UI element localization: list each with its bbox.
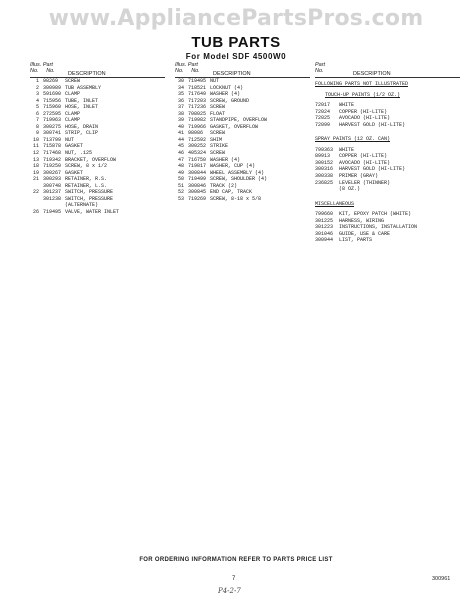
part-number: 715960 bbox=[43, 104, 62, 111]
illus-number: 3 bbox=[35, 91, 39, 98]
part-row bbox=[315, 186, 460, 193]
part-number: 300316 bbox=[315, 166, 334, 173]
part-number: 236825 bbox=[315, 179, 334, 186]
illus-number: 13 bbox=[32, 156, 39, 163]
part-number: 719495 bbox=[43, 208, 62, 215]
illus-number: 38 bbox=[177, 110, 184, 117]
part-description: STRIKE bbox=[210, 143, 229, 150]
part-number: 713799 bbox=[43, 136, 62, 143]
illus-number: 51 bbox=[177, 182, 184, 189]
illus-number: 1 bbox=[35, 78, 39, 84]
part-number: 719817 bbox=[188, 163, 207, 170]
misc-list bbox=[315, 211, 460, 244]
part-description: TRACK (2) bbox=[210, 182, 238, 189]
section-title-touchup: TOUCH-UP PAINTS (1/2 OZ.) bbox=[325, 91, 401, 98]
part-description: COPPER (HI-LITE) bbox=[339, 108, 388, 115]
ordering-footer: FOR ORDERING INFORMATION REFER TO PARTS PRICE LIST bbox=[139, 557, 333, 563]
part-description: SCREW bbox=[210, 150, 226, 157]
part-description: SCREW bbox=[210, 104, 226, 111]
part-description: TUBE, INLET bbox=[65, 97, 99, 104]
model-subtitle: For Model SDF 4500W0 bbox=[185, 52, 287, 61]
part-number: 300989 bbox=[43, 84, 62, 91]
column-header bbox=[315, 62, 460, 78]
section-title-misc: MISCELLANEOUS bbox=[315, 200, 355, 207]
part-number: 300267 bbox=[43, 169, 62, 176]
part-description: INSTRUCTIONS, INSTALLATION bbox=[339, 224, 418, 231]
illus-number: 47 bbox=[177, 156, 184, 163]
section-title-not-illustrated: FOLLOWING PARTS NOT ILLUSTRATED bbox=[315, 81, 409, 87]
part-number: 719982 bbox=[188, 117, 207, 124]
part-number: 301238 bbox=[43, 195, 62, 202]
illus-number: 12 bbox=[32, 150, 39, 157]
header-illus-part: Illus. Part bbox=[175, 62, 198, 68]
parts-list bbox=[30, 78, 165, 215]
illus-number: 26 bbox=[32, 208, 39, 215]
illus-number: 5 bbox=[35, 104, 39, 111]
part-number: 72025 bbox=[315, 115, 331, 122]
part-description: TUB ASSEMBLY bbox=[65, 84, 102, 91]
spray-list bbox=[315, 147, 460, 193]
part-description: SCREW bbox=[210, 130, 226, 137]
header-rule bbox=[315, 77, 460, 78]
part-number: 301237 bbox=[43, 189, 62, 196]
illus-number: 11 bbox=[32, 143, 39, 150]
part-number: 799660 bbox=[315, 211, 334, 218]
illus-number: 50 bbox=[177, 176, 184, 183]
part-description: HARVEST GOLD (HI-LITE) bbox=[339, 166, 406, 173]
header-rule bbox=[30, 77, 165, 78]
part-description: SCREW, 8-18 x 5/8 bbox=[210, 195, 262, 202]
illus-number: 10 bbox=[32, 136, 39, 143]
illus-number: 36 bbox=[177, 97, 184, 104]
header-description: DESCRIPTION bbox=[353, 71, 391, 77]
illus-number: 21 bbox=[32, 176, 39, 183]
part-number: 717468 bbox=[43, 150, 62, 157]
part-number: 708025 bbox=[188, 110, 207, 117]
illus-number: 18 bbox=[32, 163, 39, 170]
part-number: 72024 bbox=[315, 108, 331, 115]
illus-number: 44 bbox=[177, 136, 184, 143]
handwritten-note: P4-2-7 bbox=[218, 587, 241, 595]
part-number: 98269 bbox=[43, 78, 59, 84]
page-number: 7 bbox=[232, 576, 236, 582]
illus-number: 4 bbox=[35, 97, 39, 104]
illus-number: 40 bbox=[177, 123, 184, 130]
header-illus-part: Illus. Part bbox=[30, 62, 53, 68]
header-no: No. bbox=[315, 68, 324, 74]
section-title-spray: SPRAY PAINTS (12 OZ. CAN) bbox=[315, 136, 391, 143]
part-row bbox=[315, 122, 460, 129]
part-description: PRIMER (GRAY) bbox=[339, 173, 379, 180]
part-number: 405324 bbox=[188, 150, 207, 157]
parts-column-3 bbox=[315, 62, 460, 244]
part-description: SCREW, SHOULDER (4) bbox=[210, 176, 268, 183]
part-number: 718521 bbox=[188, 84, 207, 91]
part-number: 300748 bbox=[43, 182, 62, 189]
illus-number: 53 bbox=[177, 195, 184, 202]
illus-number: 39 bbox=[177, 117, 184, 124]
illus-number: 22 bbox=[32, 189, 39, 196]
part-description: GASKET, OVERFLOW bbox=[210, 123, 259, 130]
illus-number: 30 bbox=[177, 78, 184, 84]
part-description: VALVE, WATER INLET bbox=[65, 208, 120, 215]
part-number: 89913 bbox=[315, 153, 331, 160]
part-description: NUT bbox=[210, 78, 220, 84]
part-description: COPPER (HI-LITE) bbox=[339, 153, 388, 160]
part-description: NUT, .125 bbox=[65, 150, 93, 157]
header-description: DESCRIPTION bbox=[68, 71, 106, 77]
part-number: 717203 bbox=[188, 97, 207, 104]
part-number: 300741 bbox=[43, 130, 62, 137]
part-description: RETAINER, R.S. bbox=[65, 176, 108, 183]
part-number: 300152 bbox=[315, 159, 334, 166]
page-title: TUB PARTS bbox=[191, 34, 281, 51]
part-description: LIST, PARTS bbox=[339, 237, 373, 244]
part-number bbox=[315, 186, 339, 193]
part-description: CLAMP bbox=[65, 117, 81, 124]
header-part: Part bbox=[315, 62, 326, 68]
part-description: GASKET bbox=[65, 169, 84, 176]
part-description: HOSE, INLET bbox=[65, 104, 99, 111]
part-number: 719342 bbox=[43, 156, 62, 163]
parts-column-2 bbox=[175, 62, 310, 202]
header-no: No. No. bbox=[30, 68, 55, 74]
part-description: KIT, EPOXY PATCH (WHITE) bbox=[339, 211, 412, 218]
part-number: 98086 bbox=[188, 130, 204, 137]
part-description: SWITCH, PRESSURE bbox=[65, 195, 114, 202]
part-description: NUT bbox=[65, 136, 75, 143]
part-number: 300845 bbox=[188, 189, 207, 196]
part-description: HARVEST GOLD (HI-LITE) bbox=[339, 121, 406, 128]
parts-list bbox=[175, 78, 310, 202]
illus-number: 8 bbox=[35, 123, 39, 130]
illus-number: 9 bbox=[35, 130, 39, 137]
header-no: No. No. bbox=[175, 68, 200, 74]
column-header bbox=[175, 62, 310, 78]
part-number: 272595 bbox=[43, 110, 62, 117]
part-description: SWITCH, PRESSURE bbox=[65, 189, 114, 196]
parts-column-1 bbox=[30, 62, 165, 215]
part-number: 301046 bbox=[315, 230, 334, 237]
part-description: AVOCADO (HI-LITE) bbox=[339, 159, 391, 166]
part-description: CLAMP bbox=[65, 110, 81, 117]
part-description: GUIDE, USE & CARE bbox=[339, 230, 391, 237]
part-number: 719250 bbox=[43, 163, 62, 170]
illus-number: 49 bbox=[177, 169, 184, 176]
part-description: WASHER, CUP (4) bbox=[210, 163, 256, 170]
part-description: STRIP, CLIP bbox=[65, 130, 99, 137]
part-number: 715878 bbox=[43, 143, 62, 150]
header-description: DESCRIPTION bbox=[213, 71, 251, 77]
part-number: 712592 bbox=[188, 136, 207, 143]
part-description: FLOAT bbox=[210, 110, 226, 117]
part-number: 300846 bbox=[188, 182, 207, 189]
illus-number: 48 bbox=[177, 163, 184, 170]
part-number: 719963 bbox=[43, 117, 62, 124]
part-number: 719269 bbox=[188, 195, 207, 202]
part-description: LOCKNUT (4) bbox=[210, 84, 244, 91]
part-number: 300944 bbox=[315, 237, 334, 244]
part-description: END CAP, TRACK bbox=[210, 189, 253, 196]
column-header bbox=[30, 62, 165, 78]
part-description: SHIM bbox=[210, 136, 223, 143]
part-number: 799363 bbox=[315, 146, 334, 153]
part-number: 719966 bbox=[188, 123, 207, 130]
part-description: HARNESS, WIRING bbox=[339, 217, 385, 224]
part-description: STANDPIPE, OVERFLOW bbox=[210, 117, 268, 124]
part-description: WHITE bbox=[339, 146, 355, 153]
part-number: 72099 bbox=[315, 121, 331, 128]
part-number: 300338 bbox=[315, 173, 334, 180]
part-description: BRACKET, OVERFLOW bbox=[65, 156, 117, 163]
site-watermark: www.AppliancePartsPros.com bbox=[48, 6, 424, 31]
illus-number: 45 bbox=[177, 143, 184, 150]
part-number: 716750 bbox=[188, 156, 207, 163]
part-number: 300844 bbox=[188, 169, 207, 176]
part-number: 717649 bbox=[188, 91, 207, 98]
part-description: RETAINER, L.S. bbox=[65, 182, 108, 189]
part-description: WASHER (4) bbox=[210, 156, 241, 163]
part-number: 72017 bbox=[315, 102, 331, 109]
illus-number: 6 bbox=[35, 110, 39, 117]
part-description: (8 OZ.) bbox=[339, 186, 361, 193]
part-row bbox=[175, 196, 310, 203]
touchup-list bbox=[315, 102, 460, 128]
part-row bbox=[30, 209, 165, 216]
illus-number: 19 bbox=[32, 169, 39, 176]
part-description: WASHER (4) bbox=[210, 91, 241, 98]
part-number: 300252 bbox=[188, 143, 207, 150]
part-description: AVOCADO (HI-LITE) bbox=[339, 115, 391, 122]
part-description: GASKET bbox=[65, 143, 84, 150]
document-number: 300961 bbox=[432, 576, 451, 582]
part-description: HOSE, DRAIN bbox=[65, 123, 99, 130]
part-number: 300275 bbox=[43, 123, 62, 130]
illus-number: 46 bbox=[177, 150, 184, 157]
part-description: WHEEL ASSEMBLY (4) bbox=[210, 169, 265, 176]
part-description: SCREW bbox=[65, 78, 81, 84]
part-number: 591690 bbox=[43, 91, 62, 98]
illus-number: 52 bbox=[177, 189, 184, 196]
header-rule bbox=[175, 77, 310, 78]
illus-number: 34 bbox=[177, 84, 184, 91]
part-number: 715956 bbox=[43, 97, 62, 104]
part-number: 719495 bbox=[188, 78, 207, 84]
part-description: WHITE bbox=[339, 102, 355, 109]
part-number: 301225 bbox=[315, 217, 334, 224]
part-description: SCREW, 8 x 1/2 bbox=[65, 163, 108, 170]
part-row bbox=[315, 237, 460, 244]
part-description: SCREW, GROUND bbox=[210, 97, 250, 104]
part-number: 300293 bbox=[43, 176, 62, 183]
part-description: LEVELER (THINNER) bbox=[339, 179, 391, 186]
illus-number: 7 bbox=[35, 117, 39, 124]
part-number: 717236 bbox=[188, 104, 207, 111]
part-description: CLAMP bbox=[65, 91, 81, 98]
part-number: 719499 bbox=[188, 176, 207, 183]
illus-number: 35 bbox=[177, 91, 184, 98]
part-description: (ALTERNATE) bbox=[65, 202, 99, 209]
illus-number: 37 bbox=[177, 104, 184, 111]
part-number: 301223 bbox=[315, 224, 334, 231]
illus-number: 2 bbox=[35, 84, 39, 91]
illus-number: 41 bbox=[177, 130, 184, 137]
